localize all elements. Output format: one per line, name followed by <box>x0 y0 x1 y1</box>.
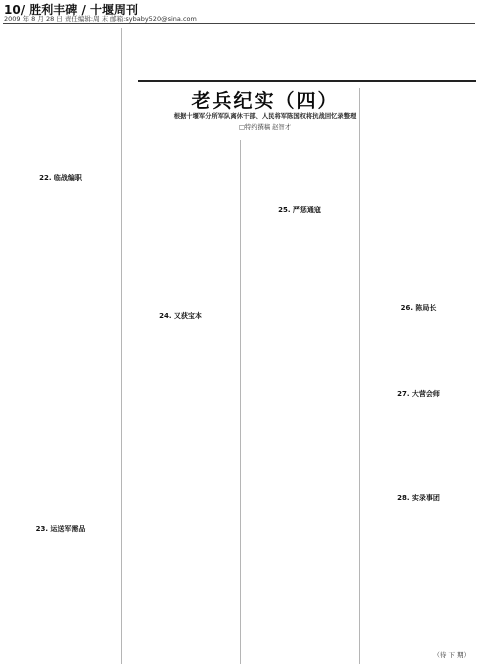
section-heading: 24. 又获宝本 <box>159 312 202 320</box>
article-paragraph <box>244 585 355 662</box>
section-heading: 25. 严惩通寇 <box>278 206 321 214</box>
article-paragraph <box>4 325 117 354</box>
intro-text <box>138 30 476 76</box>
article-column-3 <box>244 144 355 664</box>
article-paragraph <box>125 568 236 662</box>
article-paragraph <box>363 175 474 232</box>
article-paragraph <box>125 240 236 307</box>
article-paragraph <box>244 508 355 584</box>
article-paragraph <box>125 433 236 490</box>
article-end-mark: （待 下 期） <box>433 650 470 659</box>
article-column-2 <box>125 144 236 664</box>
section-heading: 28. 实录事团 <box>397 494 440 502</box>
article-paragraph <box>125 384 236 432</box>
section-heading: 23. 运送军需品 <box>35 525 86 533</box>
article-paragraph <box>4 355 117 412</box>
section-heading: 22. 临战编职 <box>39 174 82 182</box>
article-paragraph <box>125 144 236 239</box>
article-subheadline: 根据十堰军分所军队离休干部、人民将军陈国权将抗战回忆录整理 <box>173 113 357 120</box>
article-paragraph <box>4 539 117 577</box>
article-paragraph <box>4 188 117 236</box>
article-paragraph <box>244 441 355 507</box>
article-paragraph <box>363 508 474 565</box>
intro-divider <box>138 80 476 82</box>
column-divider <box>240 140 241 664</box>
article-paragraph <box>4 237 117 285</box>
article-paragraph <box>125 491 236 567</box>
page-header-date: 2009 年 8 月 28 日 责任编辑:周 末 邮箱:sybaby520@sina.com <box>4 15 197 23</box>
article-paragraph <box>244 144 355 201</box>
article-column-4 <box>363 88 474 664</box>
article-paragraph <box>4 286 117 324</box>
article-paragraph <box>363 404 474 489</box>
article-intro <box>138 30 476 84</box>
column-divider <box>359 88 360 664</box>
article-byline: □特约撰稿 赵智才 <box>238 124 292 131</box>
article-paragraph <box>4 28 117 170</box>
article-paragraph <box>4 413 117 516</box>
article-paragraph <box>244 220 355 305</box>
article-paragraph <box>363 233 474 300</box>
article-paragraph <box>363 88 474 174</box>
article-paragraph <box>244 364 355 440</box>
article-column-1 <box>4 28 117 664</box>
article-paragraph <box>125 326 236 383</box>
article-paragraph <box>363 615 474 649</box>
page-header-title: 10/ 胜利丰碑 / 十堰周刊 <box>4 3 138 17</box>
headline-block <box>136 86 394 138</box>
article-paragraph <box>4 627 117 664</box>
section-heading: 26. 陈局长 <box>400 304 437 312</box>
article-paragraph <box>4 578 117 626</box>
column-divider <box>121 28 122 664</box>
article-paragraph <box>363 318 474 385</box>
section-heading: 27. 大营会师 <box>397 390 440 398</box>
article-headline: 老兵纪实（四） <box>191 90 339 112</box>
article-paragraph <box>244 306 355 363</box>
article-paragraph <box>363 566 474 614</box>
page-header <box>0 0 478 24</box>
header-divider <box>3 23 475 24</box>
